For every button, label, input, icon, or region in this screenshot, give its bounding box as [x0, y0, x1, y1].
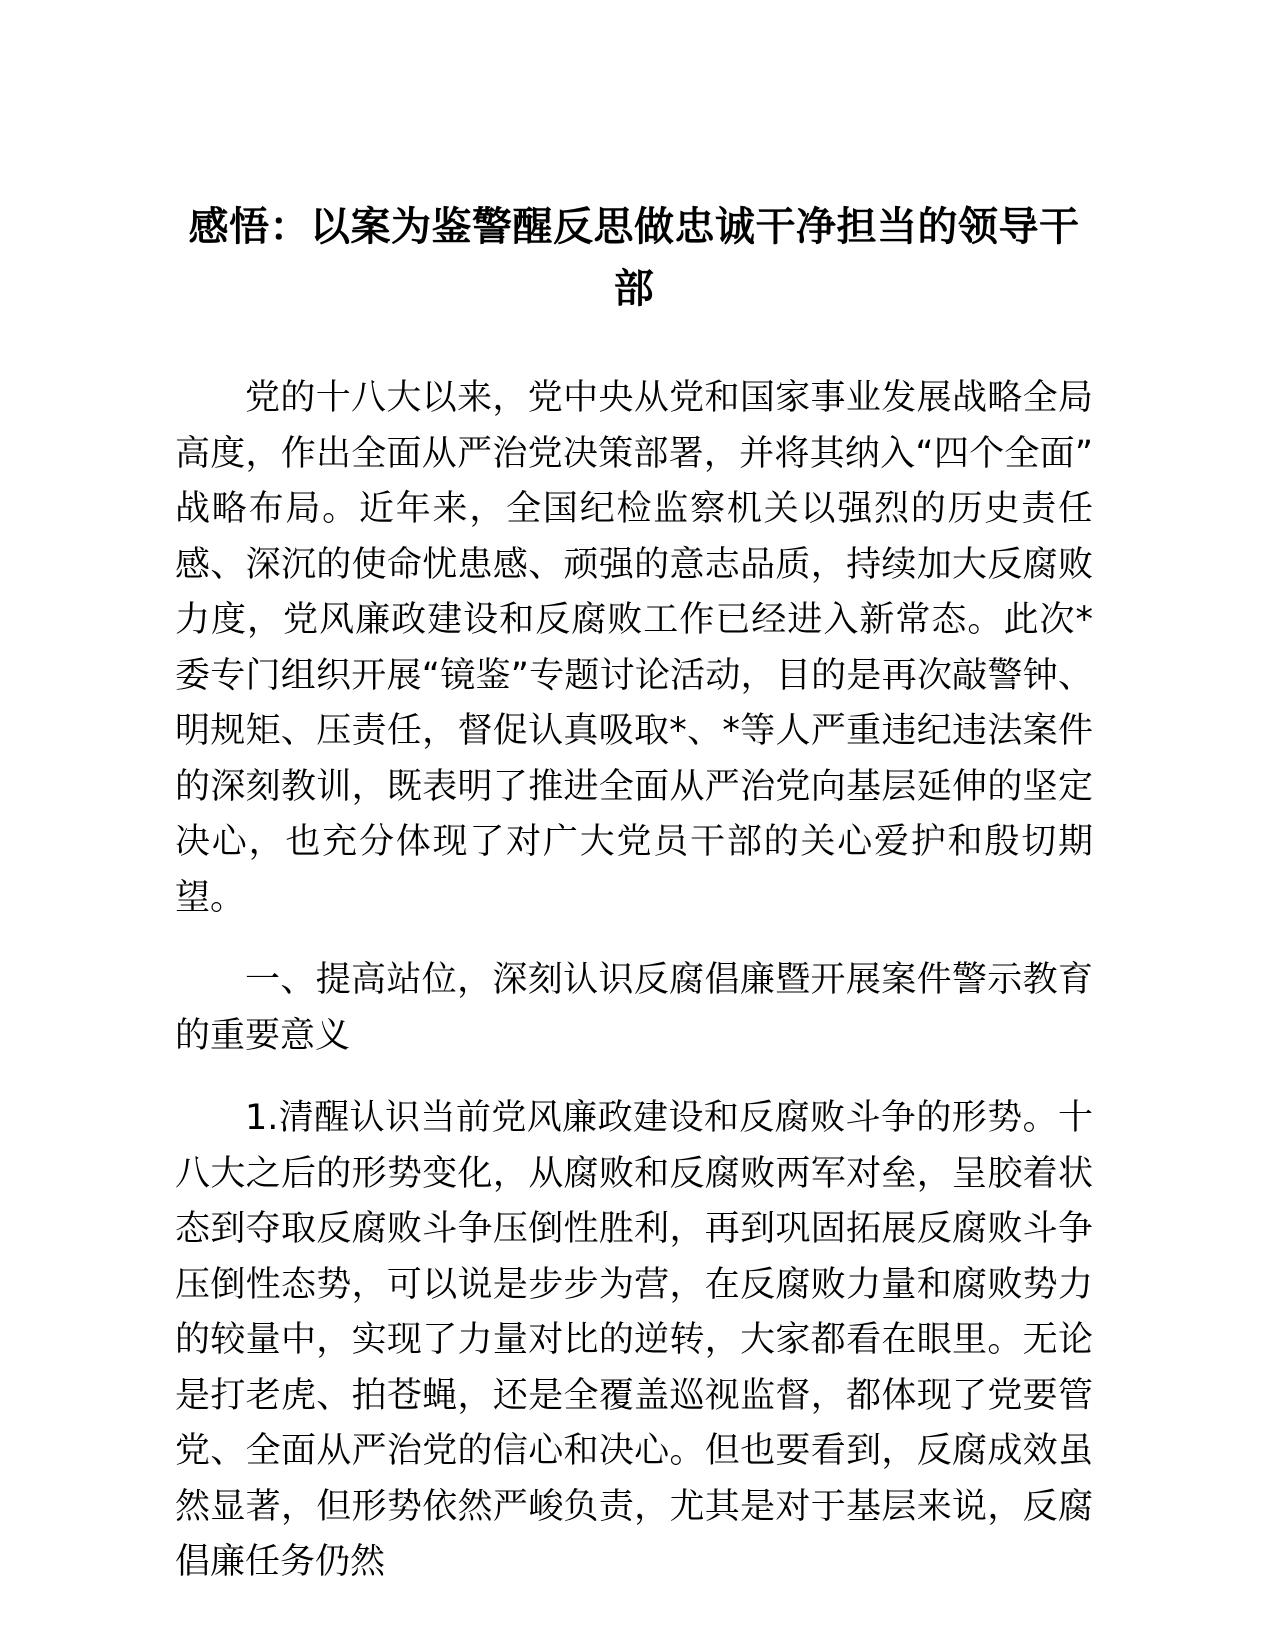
page-title: 感悟：以案为鉴警醒反思做忠诚干净担当的领导干部 [188, 204, 1080, 312]
numbered-item-one-paragraph: 1.清醒认识当前党风廉政建设和反腐败斗争的形势。十八大之后的形势变化，从腐败和反腐败两军对垒，呈胶着状态到夺取反腐败斗争压倒性胜利，再到巩固拓展反腐败斗争压倒性态势，可以说是步步为营，在反腐败力量和腐败势力的较量中，实现了力量对比的逆转，大家都看在眼里。无论是打老虎、拍苍蝇，还是全覆盖巡视监督，都体现了党要管党、全面从严治党的信心和决心。但也要看到，反腐成效虽然显著，但形势依然严峻负责，尤其是对于基层来说，反腐倡廉任务仍然 [175, 1098, 1093, 1582]
intro-paragraph: 党的十八大以来，党中央从党和国家事业发展战略全局高度，作出全面从严治党决策部署，并将其纳入“四个全面”战略布局。近年来，全国纪检监察机关以强烈的历史责任感、深沉的使命忧患感、顽强的意志品质，持续加大反腐败力度，党风廉政建设和反腐败工作已经进入新常态。此次*委专门组织开展“镜鉴”专题讨论活动，目的是再次敲警钟、明规矩、压责任，督促认真吸取*、*等人严重违纪违法案件的深刻教训，既表明了推进全面从严治党向基层延伸的坚定决心，也充分体现了对广大党员干部的关心爱护和殷切期望。 [175, 378, 1093, 918]
page-content-column [175, 0, 1093, 1591]
title-spacer [175, 320, 1093, 344]
section-heading-one: 一、提高站位，深刻认识反腐倡廉暨开展案件警示教育的重要意义 [175, 960, 1093, 1056]
